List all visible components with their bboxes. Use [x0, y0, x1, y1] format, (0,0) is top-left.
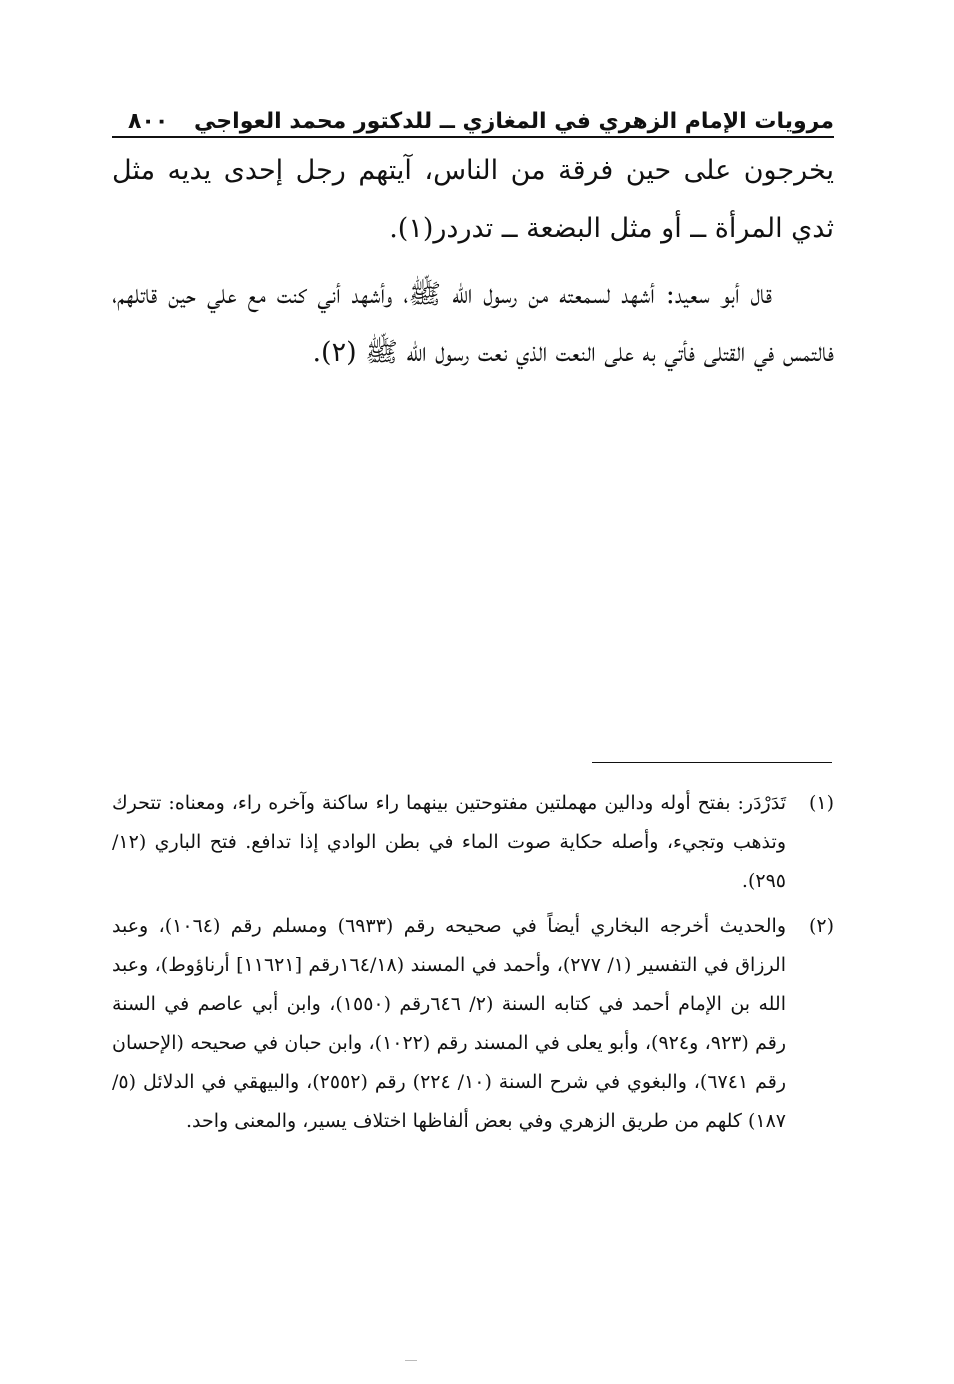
- paragraph: قال أبو سعيد: أشهد لسمعته من رسول الله ﷺ، وأشهد أني كنت مع علي حين قاتلهم، فالتمس في القتلى فأتي به على النعت الذي نعت رسول الله ﷺ (٢).: [112, 279, 834, 368]
- running-header: [112, 96, 834, 138]
- paragraph: يخرجون على حين فرقة من الناس، آيتهم رجل إحدى يديه مثل ثدي المرأة ــ أو مثل البضعة ــ تدردر(١).: [112, 155, 834, 244]
- scan-mark: [405, 1360, 417, 1361]
- main-text: [112, 142, 834, 382]
- footnote-number: (٢): [808, 915, 834, 937]
- footnote-number: (١): [808, 792, 834, 814]
- footnote-text: تَدَرْدَر: بفتح أوله ودالين مهملتين مفتوحتين بينهما راء ساكنة وآخره راء، ومعناه: تتحرك وتذهب وتجيء، وأصله حكاية صوت الماء في بطن الوادي إذا تدافع. فتح الباري (١٢/ ٢٩٥).: [112, 792, 786, 892]
- footnote: [112, 907, 834, 1141]
- running-title: مرويات الإمام الزهري في المغازي ــ للدكتور محمد العواجي: [194, 109, 834, 134]
- footnotes: [112, 784, 834, 1141]
- footnote-text: والحديث أخرجه البخاري أيضاً في صحيحه رقم (٦٩٣٣) ومسلم رقم (١٠٦٤)، وعبد الرزاق في التفسير (١/ ٢٧٧)، وأحمد في المسند (١٦٤/١٨رقم [١١٦٢١] أرناؤوط)، وعبد الله بن الإمام أحمد في كتابه السنة (٢/ ٦٤٦رقم (١٥٥٠)، وابن أبي عاصم في السنة رقم (٩٢٣، و٩٢٤)، وأبو يعلى في المسند رقم (١٠٢٢)، وابن حبان في صحيحه (الإحسان رقم ٦٧٤١)، والبغوي في شرح السنة (١٠/ ٢٢٤) رقم (٢٥٥٢)، والبيهقي في الدلائل (٥/ ١٨٧) كلهم من طريق الزهري وفي بعض ألفاظها اختلاف يسير، والمعنى واحد.: [112, 915, 786, 1132]
- page-number: ٨٠٠: [128, 109, 169, 134]
- footnote: [112, 784, 834, 901]
- footnote-separator: [592, 762, 832, 763]
